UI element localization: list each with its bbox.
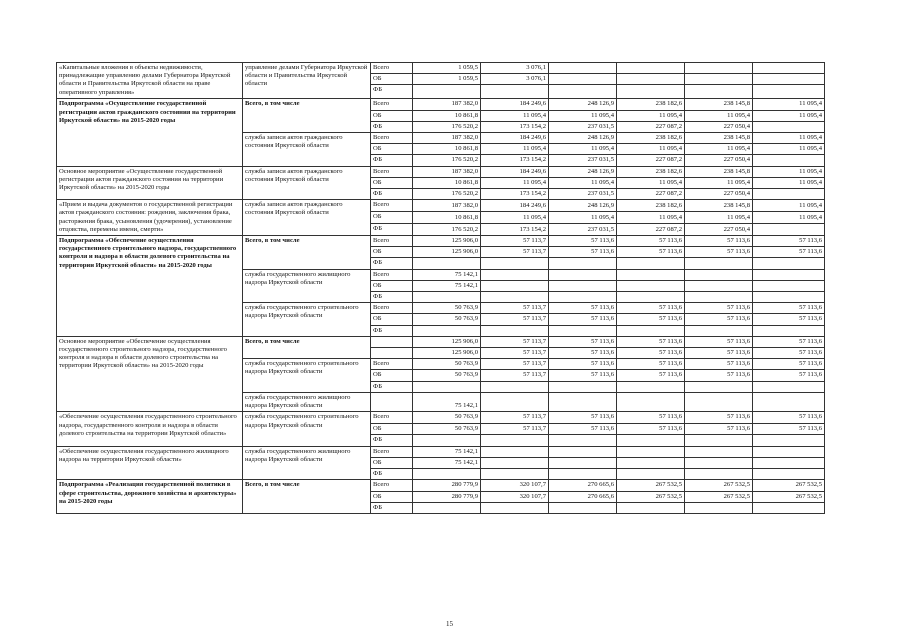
value-cell: 173 154,2 — [481, 189, 549, 200]
value-cell: 280 779,9 — [413, 491, 481, 502]
value-cell: 267 532,5 — [753, 480, 825, 491]
source-cell: Всего — [371, 359, 413, 370]
source-cell: Всего — [371, 412, 413, 423]
value-cell: 50 763,9 — [413, 423, 481, 434]
value-cell: 57 113,6 — [685, 336, 753, 347]
value-cell: 57 113,6 — [753, 336, 825, 347]
source-cell: ФБ — [371, 292, 413, 303]
value-cell: 1 059,5 — [413, 63, 481, 74]
value-cell: 11 095,4 — [617, 177, 685, 188]
value-cell: 57 113,6 — [685, 314, 753, 325]
value-cell: 11 095,4 — [753, 133, 825, 144]
page-number: 15 — [446, 620, 453, 628]
value-cell: 11 095,4 — [685, 110, 753, 121]
value-cell: 11 095,4 — [685, 212, 753, 224]
value-cell: 75 142,1 — [413, 457, 481, 468]
value-cell: 11 095,4 — [549, 212, 617, 224]
value-cell: 270 665,6 — [549, 491, 617, 502]
table-row — [57, 336, 825, 347]
value-cell: 187 382,0 — [413, 166, 481, 177]
table-row — [57, 99, 825, 110]
value-cell: 11 095,4 — [753, 177, 825, 188]
value-cell: 176 520,2 — [413, 189, 481, 200]
value-cell: 57 113,6 — [549, 423, 617, 434]
source-cell: ФБ — [371, 381, 413, 392]
value-cell: 50 763,9 — [413, 303, 481, 314]
program-name-cell: Подпрограмма «Осуществление государственной регистрации актов гражданского состояния на территории Иркутской области» на 2015-2020 годы — [57, 99, 243, 166]
executor-cell: служба государственного жилищного надзора Иркутской области — [243, 269, 371, 303]
value-cell: 57 113,6 — [549, 348, 617, 359]
value-cell: 248 126,9 — [549, 200, 617, 212]
value-cell: 10 861,8 — [413, 144, 481, 155]
value-cell: 238 145,8 — [685, 166, 753, 177]
value-cell: 11 095,4 — [481, 144, 549, 155]
value-cell: 11 095,4 — [753, 212, 825, 224]
value-cell: 176 520,2 — [413, 155, 481, 166]
table-row — [57, 236, 825, 247]
value-cell: 57 113,6 — [617, 359, 685, 370]
value-cell: 57 113,6 — [617, 247, 685, 258]
value-cell: 57 113,6 — [549, 336, 617, 347]
value-cell: 267 532,5 — [685, 480, 753, 491]
executor-cell: Всего, в том числе — [243, 480, 371, 514]
value-cell: 57 113,7 — [481, 236, 549, 247]
value-cell: 10 861,8 — [413, 177, 481, 188]
executor-cell: служба государственного строительного надзора Иркутской области — [243, 359, 371, 393]
value-cell: 248 126,9 — [549, 166, 617, 177]
executor-cell: служба записи актов гражданского состояния Иркутской области — [243, 166, 371, 200]
executor-cell: Всего, в том числе — [243, 336, 371, 358]
table-row — [57, 63, 825, 74]
value-cell: 125 906,0 — [413, 247, 481, 258]
value-cell: 280 779,9 — [413, 480, 481, 491]
value-cell: 57 113,6 — [617, 336, 685, 347]
program-name-cell: Подпрограмма «Обеспечение осуществления государственного строительного надзора, государственного контроля и надзора в области долевого строительства на территории Иркутской области» на 2015-2020 годы — [57, 236, 243, 337]
value-cell: 11 095,4 — [753, 144, 825, 155]
value-cell: 238 182,6 — [617, 166, 685, 177]
value-cell: 57 113,6 — [685, 412, 753, 423]
program-name-cell: Основное мероприятие «Осуществление государственной регистрации актов гражданского состояния на территории Иркутской области» на 2015-2020 годы — [57, 166, 243, 200]
value-cell: 11 095,4 — [549, 177, 617, 188]
value-cell: 57 113,6 — [753, 412, 825, 423]
value-cell: 57 113,6 — [685, 303, 753, 314]
executor-cell: Всего, в том числе — [243, 236, 371, 270]
value-cell: 237 031,5 — [549, 155, 617, 166]
value-cell: 227 050,4 — [685, 121, 753, 132]
value-cell: 57 113,6 — [549, 303, 617, 314]
value-cell: 57 113,6 — [549, 314, 617, 325]
value-cell: 11 095,4 — [753, 166, 825, 177]
source-cell: ФБ — [371, 189, 413, 200]
source-cell: ОБ — [371, 212, 413, 224]
executor-cell: служба государственного строительного надзора Иркутской области — [243, 303, 371, 337]
value-cell: 184 249,6 — [481, 133, 549, 144]
value-cell: 57 113,7 — [481, 412, 549, 423]
value-cell: 57 113,7 — [481, 370, 549, 381]
value-cell: 57 113,6 — [753, 359, 825, 370]
value-cell: 267 532,5 — [685, 491, 753, 502]
source-cell: Всего — [371, 63, 413, 74]
value-cell: 11 095,4 — [753, 110, 825, 121]
value-cell: 320 107,7 — [481, 480, 549, 491]
value-cell: 173 154,2 — [481, 121, 549, 132]
executor-cell: Всего, в том числе — [243, 99, 371, 133]
program-name-cell: Основное мероприятие «Обеспечение осуществления государственного строительного надзора, государственного контроля и надзора в области долевого строительства на территории Иркутской области» на 2015-2020 годы — [57, 336, 243, 411]
value-cell: 57 113,6 — [549, 247, 617, 258]
value-cell: 75 142,1 — [413, 280, 481, 291]
value-cell: 176 520,2 — [413, 224, 481, 236]
value-cell: 248 126,9 — [549, 99, 617, 110]
value-cell: 11 095,4 — [617, 144, 685, 155]
value-cell: 57 113,6 — [549, 359, 617, 370]
value-cell: 1 059,5 — [413, 74, 481, 85]
value-cell: 57 113,6 — [617, 348, 685, 359]
value-cell: 227 087,2 — [617, 224, 685, 236]
source-cell: ОБ — [371, 457, 413, 468]
source-cell: Всего — [371, 236, 413, 247]
value-cell: 11 095,4 — [617, 110, 685, 121]
value-cell: 57 113,7 — [481, 336, 549, 347]
value-cell: 11 095,4 — [617, 212, 685, 224]
value-cell: 57 113,6 — [685, 359, 753, 370]
value-cell: 187 382,0 — [413, 200, 481, 212]
value-cell: 57 113,6 — [549, 370, 617, 381]
executor-cell: служба записи актов гражданского состояния Иркутской области — [243, 200, 371, 236]
value-cell: 10 861,8 — [413, 212, 481, 224]
source-cell: Всего — [371, 303, 413, 314]
executor-cell: управление делами Губернатора Иркутской области и Правительства Иркутской области — [243, 63, 371, 99]
value-cell: 125 906,0 — [413, 236, 481, 247]
value-cell: 187 382,0 — [413, 99, 481, 110]
value-cell: 227 050,4 — [685, 224, 753, 236]
source-cell: Всего — [371, 166, 413, 177]
value-cell: 11 095,4 — [481, 212, 549, 224]
value-cell: 238 145,8 — [685, 133, 753, 144]
table-row — [57, 480, 825, 491]
source-cell: Всего — [371, 133, 413, 144]
value-cell: 11 095,4 — [549, 110, 617, 121]
program-name-cell: «Прием и выдача документов о государственной регистрации актов гражданского состояния: рождения, заключения брака, расторжения брака, усыновления (удочерения), установление отцовства, перемены имени, смерти» — [57, 200, 243, 236]
value-cell: 57 113,6 — [685, 348, 753, 359]
value-cell: 173 154,2 — [481, 155, 549, 166]
value-cell: 270 665,6 — [549, 480, 617, 491]
value-cell: 75 142,1 — [413, 446, 481, 457]
value-cell: 11 095,4 — [753, 200, 825, 212]
source-cell: ОБ — [371, 177, 413, 188]
value-cell: 125 906,0 — [413, 336, 481, 347]
value-cell: 57 113,6 — [685, 236, 753, 247]
value-cell: 184 249,6 — [481, 166, 549, 177]
value-cell: 227 087,2 — [617, 189, 685, 200]
value-cell: 3 076,1 — [481, 74, 549, 85]
source-cell: ФБ — [371, 121, 413, 132]
value-cell: 50 763,9 — [413, 359, 481, 370]
value-cell: 238 145,8 — [685, 99, 753, 110]
value-cell: 184 249,6 — [481, 200, 549, 212]
value-cell: 57 113,7 — [481, 303, 549, 314]
value-cell: 248 126,9 — [549, 133, 617, 144]
program-name-cell: Подпрограмма «Реализация государственной политики в сфере строительства, дорожного хозяйства и архитектуры» на 2015-2020 годы — [57, 480, 243, 514]
value-cell: 238 182,6 — [617, 99, 685, 110]
executor-cell: служба государственного строительного надзора Иркутской области — [243, 412, 371, 446]
table-row — [57, 412, 825, 423]
source-cell: Всего — [371, 446, 413, 457]
source-cell: ФБ — [371, 224, 413, 236]
budget-table-page — [56, 62, 824, 514]
table-row — [57, 166, 825, 177]
value-cell: 57 113,6 — [617, 236, 685, 247]
value-cell: 57 113,6 — [549, 412, 617, 423]
source-cell: ОБ — [371, 247, 413, 258]
source-cell: ОБ — [371, 423, 413, 434]
source-cell: ОБ — [371, 110, 413, 121]
value-cell: 57 113,6 — [685, 423, 753, 434]
source-cell: ФБ — [371, 258, 413, 269]
executor-cell: служба государственного жилищного надзора Иркутской области — [243, 392, 371, 411]
value-cell: 75 142,1 — [413, 269, 481, 280]
source-cell: ФБ — [371, 502, 413, 513]
value-cell: 57 113,6 — [617, 412, 685, 423]
source-cell: ОБ — [371, 314, 413, 325]
executor-cell: служба государственного жилищного надзора Иркутской области — [243, 446, 371, 480]
table-row — [57, 446, 825, 457]
value-cell: 237 031,5 — [549, 121, 617, 132]
value-cell: 50 763,9 — [413, 370, 481, 381]
value-cell: 11 095,4 — [753, 99, 825, 110]
program-name-cell: «Обеспечение осуществления государственного жилищного надзора на территории Иркутской области» — [57, 446, 243, 480]
value-cell: 11 095,4 — [685, 177, 753, 188]
value-cell: 227 087,2 — [617, 155, 685, 166]
value-cell: 57 113,6 — [753, 370, 825, 381]
value-cell: 57 113,6 — [617, 370, 685, 381]
value-cell: 173 154,2 — [481, 224, 549, 236]
value-cell: 227 050,4 — [685, 189, 753, 200]
value-cell: 187 382,0 — [413, 133, 481, 144]
value-cell: 237 031,5 — [549, 224, 617, 236]
executor-cell: служба записи актов гражданского состояния Иркутской области — [243, 133, 371, 167]
value-cell: 238 182,6 — [617, 133, 685, 144]
source-cell: ОБ — [371, 74, 413, 85]
value-cell: 57 113,7 — [481, 247, 549, 258]
value-cell: 57 113,6 — [753, 423, 825, 434]
value-cell: 57 113,6 — [617, 423, 685, 434]
value-cell: 57 113,7 — [481, 423, 549, 434]
value-cell: 50 763,9 — [413, 314, 481, 325]
source-cell: ОБ — [371, 370, 413, 381]
program-name-cell: «Капитальные вложения в объекты недвижимости, принадлежащие управлению делами Губернатора Иркутской области и Правительства Иркутской области на праве оперативного управления» — [57, 63, 243, 99]
value-cell: 238 182,6 — [617, 200, 685, 212]
value-cell: 57 113,7 — [481, 314, 549, 325]
source-cell: ФБ — [371, 325, 413, 336]
value-cell: 57 113,6 — [617, 303, 685, 314]
value-cell: 11 095,4 — [685, 144, 753, 155]
table-row — [57, 200, 825, 212]
value-cell: 11 095,4 — [481, 177, 549, 188]
value-cell: 227 087,2 — [617, 121, 685, 132]
source-cell: ФБ — [371, 85, 413, 99]
value-cell: 11 095,4 — [549, 144, 617, 155]
value-cell: 57 113,6 — [685, 370, 753, 381]
value-cell: 57 113,7 — [481, 359, 549, 370]
value-cell: 57 113,6 — [753, 236, 825, 247]
budget-table — [56, 62, 825, 514]
value-cell: 320 107,7 — [481, 491, 549, 502]
source-cell: ФБ — [371, 434, 413, 446]
value-cell: 57 113,6 — [753, 348, 825, 359]
value-cell: 57 113,7 — [481, 348, 549, 359]
source-cell: ОБ — [371, 144, 413, 155]
value-cell: 125 906,0 — [413, 348, 481, 359]
source-cell: ОБ — [371, 280, 413, 291]
value-cell: 184 249,6 — [481, 99, 549, 110]
source-cell: ФБ — [371, 469, 413, 480]
value-cell: 10 861,8 — [413, 110, 481, 121]
value-cell: 267 532,5 — [617, 480, 685, 491]
value-cell: 57 113,6 — [753, 247, 825, 258]
value-cell: 11 095,4 — [481, 110, 549, 121]
value-cell: 267 532,5 — [753, 491, 825, 502]
source-cell: Всего — [371, 480, 413, 491]
value-cell: 50 763,9 — [413, 412, 481, 423]
value-cell: 57 113,6 — [753, 303, 825, 314]
source-cell: ОБ — [371, 491, 413, 502]
value-cell: 237 031,5 — [549, 189, 617, 200]
value-cell: 75 142,1 — [413, 392, 481, 411]
value-cell: 3 076,1 — [481, 63, 549, 74]
source-cell: Всего — [371, 200, 413, 212]
program-name-cell: «Обеспечение осуществления государственного строительного надзора, государственного контроля и надзора в области долевого строительства на территории Иркутской области» — [57, 412, 243, 446]
value-cell: 57 113,6 — [753, 314, 825, 325]
value-cell: 57 113,6 — [685, 247, 753, 258]
value-cell: 176 520,2 — [413, 121, 481, 132]
value-cell: 227 050,4 — [685, 155, 753, 166]
source-cell: Всего — [371, 99, 413, 110]
value-cell: 57 113,6 — [549, 236, 617, 247]
value-cell: 238 145,8 — [685, 200, 753, 212]
value-cell: 267 532,5 — [617, 491, 685, 502]
source-cell: ФБ — [371, 155, 413, 166]
value-cell: 57 113,6 — [617, 314, 685, 325]
source-cell: Всего — [371, 269, 413, 280]
